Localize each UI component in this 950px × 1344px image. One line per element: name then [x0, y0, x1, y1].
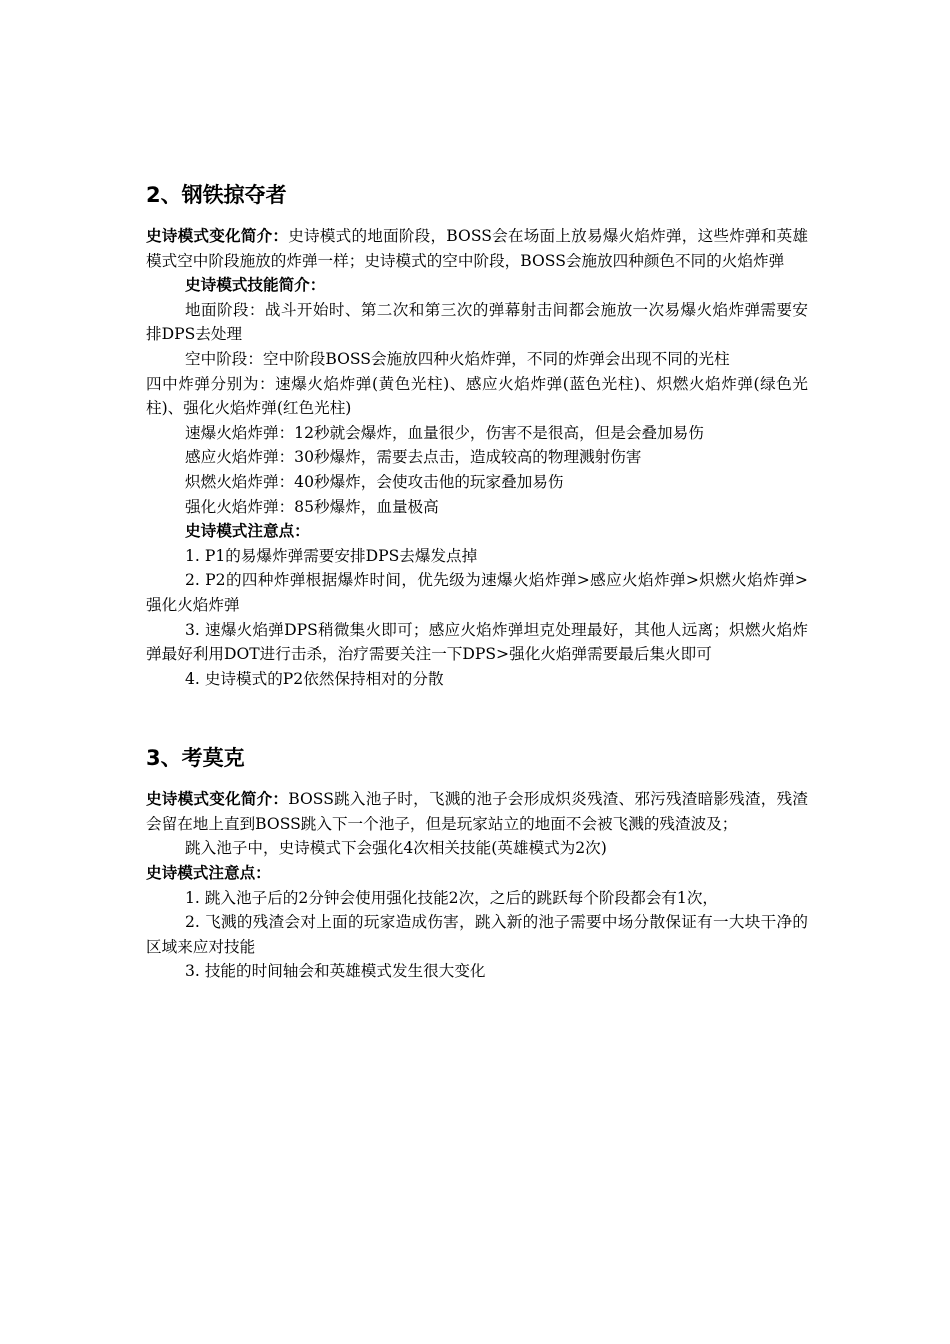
section-3-intro	[146, 787, 808, 836]
section-2-notes-label: 史诗模式注意点：	[185, 521, 310, 541]
section-2-skills-label: 史诗模式技能简介：	[185, 275, 326, 295]
note-item: 4. 史诗模式的P2依然保持相对的分散	[185, 669, 444, 688]
section-2-bomb-types: 四中炸弹分别为：速爆火焰炸弹(黄色光柱)、感应火焰炸弹(蓝色光柱)、炽燃火焰炸弹(绿色光柱)、强化火焰炸弹(红色光柱)	[146, 374, 808, 418]
bomb-detail: 强化火焰炸弹：85秒爆炸，血量极高	[185, 497, 439, 516]
section-3-intro-text: BOSS跳入池子时，飞溅的池子会形成炽炎残渣、邪污残渣暗影残渣，残渣会留在地上直到BOSS跳入下一个池子，但是玩家站立的地面不会被飞溅的残渣波及；	[146, 790, 808, 833]
note-item: 1. 跳入池子后的2分钟会使用强化技能2次，之后的跳跃每个阶段都会有1次，	[185, 888, 719, 907]
bomb-detail: 速爆火焰炸弹：12秒就会爆炸，血量很少，伤害不是很高，但是会叠加易伤	[185, 423, 704, 442]
section-2-intro	[146, 224, 808, 273]
section-2-ground-phase: 地面阶段：战斗开始时、第二次和第三次的弹幕射击间都会施放一次易爆火焰炸弹需要安排DPS去处理	[146, 300, 808, 344]
section-2-air-phase: 空中阶段：空中阶段BOSS会施放四种火焰炸弹，不同的炸弹会出现不同的光柱	[185, 349, 730, 368]
section-3-jump-note: 跳入池子中，史诗模式下会强化4次相关技能(英雄模式为2次)	[185, 839, 607, 858]
section-2-intro-label: 史诗模式变化简介：	[146, 226, 289, 245]
bomb-detail: 炽燃火焰炸弹：40秒爆炸，会使攻击他的玩家叠加易伤	[185, 472, 564, 491]
note-item: 3. 速爆火焰弹DPS稍微集火即可；感应火焰炸弹坦克处理最好，其他人远离；炽燃火焰炸弹最好利用DOT进行击杀，治疗需要关注一下DPS>强化火焰弹需要最后集火即可	[146, 620, 808, 664]
section-2-title: 2、钢铁掠夺者	[146, 183, 287, 207]
note-item: 2. 飞溅的残渣会对上面的玩家造成伤害，跳入新的池子需要中场分散保证有一大块干净的区域来应对技能	[146, 913, 808, 956]
note-item: 3. 技能的时间轴会和英雄模式发生很大变化	[185, 962, 486, 981]
section-3-intro-label: 史诗模式变化简介：	[146, 789, 289, 809]
document-content	[146, 180, 808, 984]
section-3-notes-label: 史诗模式注意点：	[146, 863, 271, 883]
section-2-intro-text: 史诗模式的地面阶段，BOSS会在场面上放易爆火焰炸弹，这些炸弹和英雄模式空中阶段施放的炸弹一样；史诗模式的空中阶段，BOSS会施放四种颜色不同的火焰炸弹	[146, 227, 808, 270]
bomb-detail: 感应火焰炸弹：30秒爆炸，需要去点击，造成较高的物理溅射伤害	[185, 448, 642, 467]
section-3-title: 3、考莫克	[146, 746, 245, 771]
note-item: 2. P2的四种炸弹根据爆炸时间，优先级为速爆火焰炸弹>感应火焰炸弹>炽燃火焰炸弹>强化火焰炸弹	[146, 571, 808, 614]
note-item: 1. P1的易爆炸弹需要安排DPS去爆发点掉	[185, 546, 478, 565]
